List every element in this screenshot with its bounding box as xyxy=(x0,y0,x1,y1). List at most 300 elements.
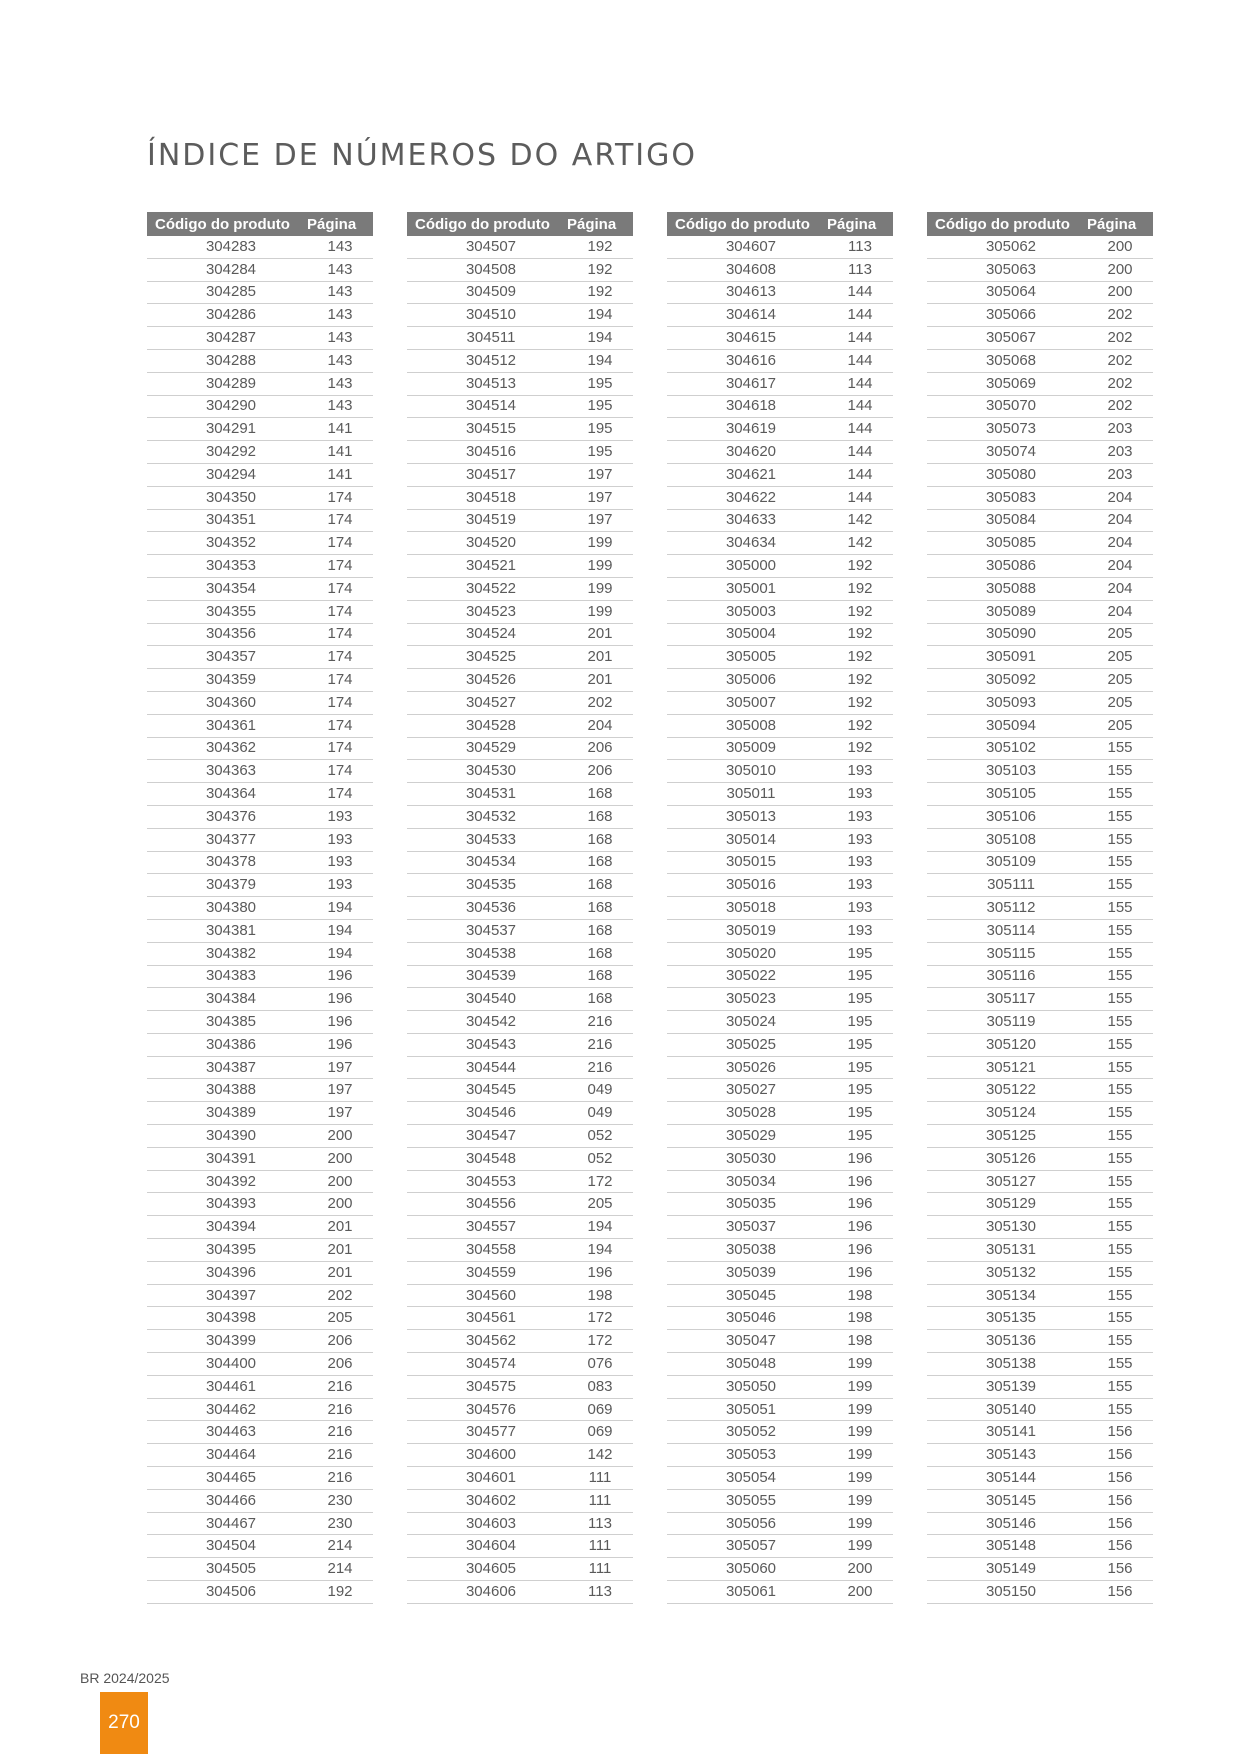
product-code: 305067 xyxy=(927,327,1087,350)
page-ref: 155 xyxy=(1087,760,1153,783)
product-code: 304600 xyxy=(407,1444,567,1467)
product-code: 305120 xyxy=(927,1033,1087,1056)
table-row xyxy=(927,1307,1153,1330)
table-row xyxy=(927,669,1153,692)
page-ref: 194 xyxy=(567,327,633,350)
page-ref: 193 xyxy=(307,805,373,828)
page-ref: 201 xyxy=(567,623,633,646)
table-row xyxy=(147,1307,373,1330)
product-code: 305007 xyxy=(667,691,827,714)
table-row xyxy=(147,441,373,464)
table-row xyxy=(147,349,373,372)
product-code: 305056 xyxy=(667,1512,827,1535)
page-ref: 200 xyxy=(307,1193,373,1216)
page-ref: 049 xyxy=(567,1079,633,1102)
product-code: 305051 xyxy=(667,1398,827,1421)
table-row xyxy=(927,1581,1153,1604)
table-row xyxy=(667,1353,893,1376)
page-ref: 204 xyxy=(1087,532,1153,555)
product-code: 305149 xyxy=(927,1558,1087,1581)
page-ref: 113 xyxy=(567,1512,633,1535)
page-ref: 155 xyxy=(1087,1353,1153,1376)
page-ref: 111 xyxy=(567,1489,633,1512)
table-row xyxy=(407,1307,633,1330)
page-ref: 193 xyxy=(827,828,893,851)
page-ref: 192 xyxy=(827,577,893,600)
table-row xyxy=(927,509,1153,532)
product-code: 305130 xyxy=(927,1216,1087,1239)
table-row xyxy=(407,304,633,327)
table-row xyxy=(147,669,373,692)
page-ref: 155 xyxy=(1087,805,1153,828)
table-row xyxy=(927,623,1153,646)
table-row xyxy=(147,1353,373,1376)
table-row xyxy=(147,805,373,828)
table-row xyxy=(147,1033,373,1056)
page-ref: 155 xyxy=(1087,1261,1153,1284)
page-ref: 141 xyxy=(307,441,373,464)
product-code: 305103 xyxy=(927,760,1087,783)
product-code: 305009 xyxy=(667,737,827,760)
product-code: 304399 xyxy=(147,1330,307,1353)
table-row xyxy=(407,760,633,783)
product-code: 304601 xyxy=(407,1467,567,1490)
product-code: 304397 xyxy=(147,1284,307,1307)
product-code: 304616 xyxy=(667,349,827,372)
table-row xyxy=(667,1261,893,1284)
product-code: 304359 xyxy=(147,669,307,692)
page-ref: 193 xyxy=(307,828,373,851)
page-ref: 192 xyxy=(567,236,633,258)
page-title: ÍNDICE DE NÚMEROS DO ARTIGO xyxy=(147,138,698,173)
table-row xyxy=(667,1011,893,1034)
table-row xyxy=(407,509,633,532)
table-row xyxy=(407,418,633,441)
page-ref: 155 xyxy=(1087,1307,1153,1330)
page-ref: 192 xyxy=(827,737,893,760)
table-row xyxy=(407,714,633,737)
product-code: 305127 xyxy=(927,1170,1087,1193)
table-row xyxy=(927,418,1153,441)
table-row xyxy=(147,1102,373,1125)
table-row xyxy=(147,281,373,304)
table-row xyxy=(407,1284,633,1307)
page-ref: 143 xyxy=(307,258,373,281)
product-code: 305148 xyxy=(927,1535,1087,1558)
product-code: 304561 xyxy=(407,1307,567,1330)
table-row xyxy=(667,236,893,258)
table-row xyxy=(147,1147,373,1170)
table-row xyxy=(147,418,373,441)
page-ref: 156 xyxy=(1087,1444,1153,1467)
page-ref: 156 xyxy=(1087,1512,1153,1535)
product-code: 305117 xyxy=(927,988,1087,1011)
page-ref: 155 xyxy=(1087,942,1153,965)
product-code: 305027 xyxy=(667,1079,827,1102)
page-ref: 174 xyxy=(307,737,373,760)
product-code: 304618 xyxy=(667,395,827,418)
product-code: 304525 xyxy=(407,646,567,669)
product-code: 304377 xyxy=(147,828,307,851)
product-code: 304361 xyxy=(147,714,307,737)
table-row xyxy=(407,1558,633,1581)
table-row xyxy=(667,1421,893,1444)
page-ref: 196 xyxy=(307,988,373,1011)
product-code: 305122 xyxy=(927,1079,1087,1102)
page-ref: 204 xyxy=(567,714,633,737)
product-code: 304464 xyxy=(147,1444,307,1467)
table-row xyxy=(927,1444,1153,1467)
table-row xyxy=(147,1489,373,1512)
page-ref: 202 xyxy=(1087,304,1153,327)
table-row xyxy=(927,1353,1153,1376)
product-code: 305010 xyxy=(667,760,827,783)
page-ref: 168 xyxy=(567,805,633,828)
product-code: 304461 xyxy=(147,1375,307,1398)
product-code: 304518 xyxy=(407,486,567,509)
table-row xyxy=(667,1467,893,1490)
table-row xyxy=(667,1125,893,1148)
product-code: 304352 xyxy=(147,532,307,555)
page-ref: 144 xyxy=(827,463,893,486)
table-row xyxy=(667,1375,893,1398)
product-code: 304602 xyxy=(407,1489,567,1512)
table-row xyxy=(927,577,1153,600)
edition-label: BR 2024/2025 xyxy=(80,1670,170,1686)
product-code: 304465 xyxy=(147,1467,307,1490)
table-row xyxy=(147,327,373,350)
product-code: 305139 xyxy=(927,1375,1087,1398)
product-code: 305047 xyxy=(667,1330,827,1353)
page-ref: 199 xyxy=(827,1375,893,1398)
table-row xyxy=(927,714,1153,737)
product-code: 304621 xyxy=(667,463,827,486)
page-ref: 193 xyxy=(827,919,893,942)
page-ref: 144 xyxy=(827,486,893,509)
product-code: 304603 xyxy=(407,1512,567,1535)
page-ref: 194 xyxy=(307,942,373,965)
page-ref: 202 xyxy=(1087,372,1153,395)
table-row xyxy=(147,828,373,851)
product-code: 305090 xyxy=(927,623,1087,646)
page-ref: 142 xyxy=(827,509,893,532)
product-code: 304608 xyxy=(667,258,827,281)
page-ref: 193 xyxy=(827,783,893,806)
page-ref: 199 xyxy=(567,577,633,600)
page-ref: 174 xyxy=(307,532,373,555)
header-code: Código do produto xyxy=(927,212,1087,236)
page-ref: 198 xyxy=(827,1330,893,1353)
page-ref: 192 xyxy=(567,281,633,304)
table-header xyxy=(407,212,633,236)
table-row xyxy=(147,691,373,714)
table-row xyxy=(927,1421,1153,1444)
page-ref: 174 xyxy=(307,646,373,669)
page-ref: 155 xyxy=(1087,897,1153,920)
table-row xyxy=(147,942,373,965)
product-code: 304617 xyxy=(667,372,827,395)
table-row xyxy=(147,1444,373,1467)
page-ref: 195 xyxy=(827,1079,893,1102)
product-code: 304350 xyxy=(147,486,307,509)
product-code: 304557 xyxy=(407,1216,567,1239)
product-code: 305022 xyxy=(667,965,827,988)
page-ref: 155 xyxy=(1087,988,1153,1011)
header-code: Código do produto xyxy=(147,212,307,236)
table-row xyxy=(927,828,1153,851)
table-row xyxy=(667,555,893,578)
product-code: 304517 xyxy=(407,463,567,486)
product-code: 304622 xyxy=(667,486,827,509)
table-row xyxy=(927,304,1153,327)
table-row xyxy=(667,828,893,851)
product-code: 305060 xyxy=(667,1558,827,1581)
product-code: 304534 xyxy=(407,851,567,874)
product-code: 305046 xyxy=(667,1307,827,1330)
product-code: 304396 xyxy=(147,1261,307,1284)
product-code: 304286 xyxy=(147,304,307,327)
product-code: 304515 xyxy=(407,418,567,441)
product-code: 304462 xyxy=(147,1398,307,1421)
table-row xyxy=(407,942,633,965)
product-code: 304294 xyxy=(147,463,307,486)
page-ref: 200 xyxy=(307,1147,373,1170)
product-code: 304389 xyxy=(147,1102,307,1125)
table-row xyxy=(927,1102,1153,1125)
product-code: 304537 xyxy=(407,919,567,942)
page-ref: 197 xyxy=(307,1079,373,1102)
page-ref: 111 xyxy=(567,1535,633,1558)
table-row xyxy=(667,942,893,965)
table-row xyxy=(147,646,373,669)
table-row xyxy=(927,1011,1153,1034)
page-ref: 155 xyxy=(1087,828,1153,851)
table-row xyxy=(667,327,893,350)
table-row xyxy=(147,1421,373,1444)
product-code: 305048 xyxy=(667,1353,827,1376)
page-ref: 201 xyxy=(307,1261,373,1284)
page-ref: 168 xyxy=(567,851,633,874)
table-row xyxy=(407,1102,633,1125)
page-ref: 196 xyxy=(827,1147,893,1170)
page-ref: 194 xyxy=(567,304,633,327)
table-row xyxy=(147,555,373,578)
page-ref: 202 xyxy=(1087,327,1153,350)
page-ref: 155 xyxy=(1087,783,1153,806)
page-ref: 052 xyxy=(567,1125,633,1148)
product-code: 304363 xyxy=(147,760,307,783)
product-code: 304354 xyxy=(147,577,307,600)
page-ref: 192 xyxy=(567,258,633,281)
page-ref: 197 xyxy=(567,509,633,532)
page-ref: 076 xyxy=(567,1353,633,1376)
table-row xyxy=(147,372,373,395)
table-row xyxy=(667,1535,893,1558)
table-row xyxy=(147,1056,373,1079)
product-code: 304633 xyxy=(667,509,827,532)
table-row xyxy=(407,1581,633,1604)
page-ref: 156 xyxy=(1087,1581,1153,1604)
product-code: 304530 xyxy=(407,760,567,783)
product-code: 305030 xyxy=(667,1147,827,1170)
product-code: 304576 xyxy=(407,1398,567,1421)
page-ref: 192 xyxy=(827,623,893,646)
table-row xyxy=(147,486,373,509)
product-code: 305112 xyxy=(927,897,1087,920)
page-ref: 199 xyxy=(567,600,633,623)
page-ref: 193 xyxy=(307,851,373,874)
product-code: 305136 xyxy=(927,1330,1087,1353)
product-code: 304287 xyxy=(147,327,307,350)
product-code: 305068 xyxy=(927,349,1087,372)
product-code: 305055 xyxy=(667,1489,827,1512)
page-ref: 204 xyxy=(1087,486,1153,509)
page-ref: 111 xyxy=(567,1467,633,1490)
product-code: 304395 xyxy=(147,1239,307,1262)
product-code: 305140 xyxy=(927,1398,1087,1421)
page-ref: 193 xyxy=(827,760,893,783)
page-ref: 199 xyxy=(827,1467,893,1490)
page-ref: 206 xyxy=(567,760,633,783)
page-ref: 143 xyxy=(307,236,373,258)
table-row xyxy=(927,737,1153,760)
product-code: 304544 xyxy=(407,1056,567,1079)
table-row xyxy=(407,395,633,418)
table-row xyxy=(667,783,893,806)
product-code: 304605 xyxy=(407,1558,567,1581)
table-row xyxy=(927,988,1153,1011)
page-ref: 202 xyxy=(567,691,633,714)
page-ref: 143 xyxy=(307,349,373,372)
product-code: 304394 xyxy=(147,1216,307,1239)
product-code: 305108 xyxy=(927,828,1087,851)
table-row xyxy=(407,1512,633,1535)
table-row xyxy=(667,919,893,942)
product-code: 305121 xyxy=(927,1056,1087,1079)
page-ref: 195 xyxy=(827,942,893,965)
page-ref: 193 xyxy=(827,874,893,897)
product-code: 304507 xyxy=(407,236,567,258)
table-row xyxy=(407,1147,633,1170)
table-row xyxy=(407,441,633,464)
product-code: 305070 xyxy=(927,395,1087,418)
product-code: 304513 xyxy=(407,372,567,395)
page-ref: 155 xyxy=(1087,1375,1153,1398)
table-row xyxy=(667,1193,893,1216)
page-ref: 144 xyxy=(827,327,893,350)
table-row xyxy=(667,1147,893,1170)
table-row xyxy=(147,532,373,555)
page-ref: 172 xyxy=(567,1307,633,1330)
table-row xyxy=(927,1330,1153,1353)
page-ref: 174 xyxy=(307,577,373,600)
table-row xyxy=(667,1216,893,1239)
table-row xyxy=(927,1147,1153,1170)
page-ref: 195 xyxy=(567,372,633,395)
table-row xyxy=(667,600,893,623)
product-code: 305019 xyxy=(667,919,827,942)
page-ref: 168 xyxy=(567,965,633,988)
page-ref: 113 xyxy=(827,236,893,258)
product-code: 305016 xyxy=(667,874,827,897)
table-row xyxy=(147,1558,373,1581)
page-ref: 199 xyxy=(827,1535,893,1558)
page-ref: 143 xyxy=(307,327,373,350)
page-number-badge xyxy=(100,1692,148,1754)
table-row xyxy=(407,1261,633,1284)
table-row xyxy=(147,1512,373,1535)
product-code: 305004 xyxy=(667,623,827,646)
product-code: 304505 xyxy=(147,1558,307,1581)
page-ref: 155 xyxy=(1087,1033,1153,1056)
table-row xyxy=(407,281,633,304)
page-ref: 155 xyxy=(1087,919,1153,942)
product-code: 304393 xyxy=(147,1193,307,1216)
table-row xyxy=(667,760,893,783)
table-row xyxy=(407,669,633,692)
product-code: 305062 xyxy=(927,236,1087,258)
page-ref: 203 xyxy=(1087,441,1153,464)
table-row xyxy=(927,942,1153,965)
table-row xyxy=(667,714,893,737)
table-row xyxy=(927,441,1153,464)
product-code: 304291 xyxy=(147,418,307,441)
product-code: 304400 xyxy=(147,1353,307,1376)
product-code: 304560 xyxy=(407,1284,567,1307)
page-ref: 174 xyxy=(307,509,373,532)
product-code: 304284 xyxy=(147,258,307,281)
product-code: 304376 xyxy=(147,805,307,828)
product-code: 304381 xyxy=(147,919,307,942)
table-row xyxy=(927,258,1153,281)
page-ref: 203 xyxy=(1087,418,1153,441)
table-row xyxy=(147,783,373,806)
page-ref: 113 xyxy=(827,258,893,281)
product-code: 304356 xyxy=(147,623,307,646)
product-code: 304619 xyxy=(667,418,827,441)
product-code: 304466 xyxy=(147,1489,307,1512)
product-code: 305080 xyxy=(927,463,1087,486)
page-ref: 143 xyxy=(307,304,373,327)
product-code: 305057 xyxy=(667,1535,827,1558)
table-row xyxy=(407,897,633,920)
page-ref: 174 xyxy=(307,691,373,714)
table-row xyxy=(667,1307,893,1330)
page-ref: 168 xyxy=(567,919,633,942)
page-ref: 205 xyxy=(1087,646,1153,669)
page-ref: 216 xyxy=(307,1398,373,1421)
page-ref: 216 xyxy=(307,1375,373,1398)
product-code: 304362 xyxy=(147,737,307,760)
product-code: 305141 xyxy=(927,1421,1087,1444)
product-code: 305134 xyxy=(927,1284,1087,1307)
product-code: 305014 xyxy=(667,828,827,851)
product-code: 305053 xyxy=(667,1444,827,1467)
product-code: 305052 xyxy=(667,1421,827,1444)
table-row xyxy=(147,395,373,418)
product-code: 305086 xyxy=(927,555,1087,578)
table-row xyxy=(667,1239,893,1262)
table-row xyxy=(927,463,1153,486)
table-row xyxy=(927,851,1153,874)
product-code: 305144 xyxy=(927,1467,1087,1490)
product-code: 304542 xyxy=(407,1011,567,1034)
table-row xyxy=(927,1193,1153,1216)
page-ref: 069 xyxy=(567,1398,633,1421)
product-code: 304606 xyxy=(407,1581,567,1604)
product-code: 304553 xyxy=(407,1170,567,1193)
table-row xyxy=(407,1239,633,1262)
